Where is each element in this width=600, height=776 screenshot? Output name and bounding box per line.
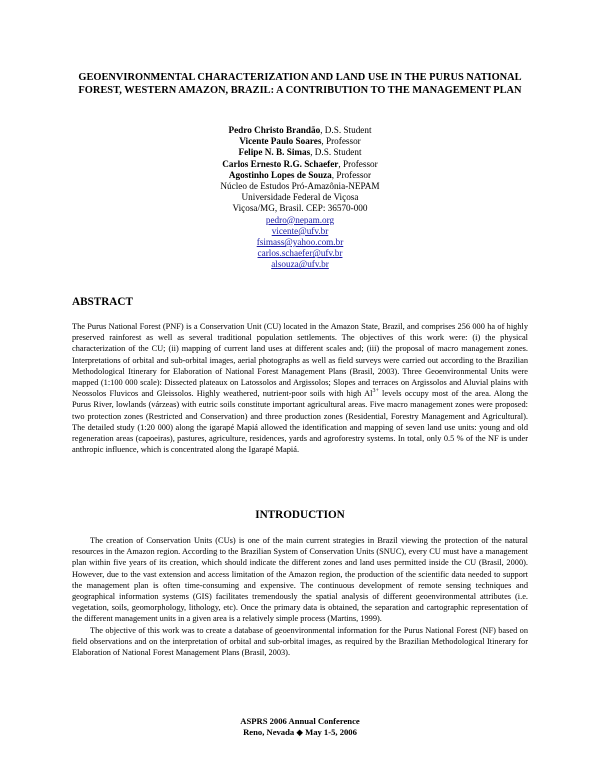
author-name: Pedro Christo Brandão <box>228 125 321 135</box>
affiliation-line: Viçosa/MG, Brasil. CEP: 36570-000 <box>232 203 368 214</box>
author-name: Vicente Paulo Soares <box>239 136 322 147</box>
author-line <box>100 159 500 170</box>
author-role: , D.S. Student <box>310 147 362 158</box>
abstract-text <box>72 321 528 455</box>
abstract-text-part: levels occupy most of the area. Along the Purus River, lowlands (várzeas) with eutric soils constitute important agricultural areas. Five macro management zones were proposed: two protection zones (Restricted and Conservation) and three production zones (Residential, Forestry Management and Agricultural). The detailed study (1:20 000) along the igarapé Mapiá allowed the identification and mapping of seven land use units: young and old regeneration areas (capoeiras), pastures, agriculture, residences, yards and agroforestry systems. In total, only 0.5 % of the NF is under anthropic influence, which is concentrated along the Igarapé Mapiá. <box>72 389 528 455</box>
paper-title: GEOENVIRONMENTAL CHARACTERIZATION AND LAND USE IN THE PURUS NATIONAL FOREST, WESTERN AMAZON, BRAZIL: A CONTRIBUTION TO THE MANAGEMENT PLAN <box>78 72 522 96</box>
email-link[interactable]: pedro@nepam.org <box>265 214 335 225</box>
author-name: Felipe N. B. Simas <box>238 147 311 158</box>
email-link[interactable]: alsouza@ufv.br <box>271 259 329 270</box>
introduction-paragraph: The creation of Conservation Units (CUs) is one of the main current strategies in Brazil viewing the protection of the natural resources in the Amazon region. According to the Brazilian System of Conservation Units (SNUC), every CU must have a management plan within five years of its creation, which should indicate the different zones and land uses permitted inside the CU (Brasil, 2000). However, due to the vast extension and access limitation of the Amazon region, the production of the scientific data needed to support the management plan is often time-consuming and expensive. The continuous development of remote sensing techniques and geographical information systems (GIS) facilitates tremendously the spatial analysis of different geoenvironmental attributes (i.e. vegetation, soils, geomorphology, lithology, etc). Once the primary data is obtained, the separation and cartographic representation of the different management units in a given area is a relatively simple process (Martins, 1999). <box>72 536 528 624</box>
author-line <box>100 136 500 147</box>
email-link[interactable]: vicente@ufv.br <box>271 225 329 236</box>
author-role: , D.S. Student <box>320 125 372 135</box>
author-role: , Professor <box>338 158 378 169</box>
author-line <box>100 170 500 181</box>
author-name: Agostinho Lopes de Souza <box>228 169 332 180</box>
introduction-body <box>72 535 528 658</box>
author-role: , Professor <box>321 136 361 147</box>
email-link[interactable]: fsimass@yahoo.com.br <box>256 237 344 248</box>
affiliation-line: Núcleo de Estudos Pró-Amazônia-NEPAM <box>220 181 380 192</box>
abstract-text-part: The Purus National Forest (PNF) is a Conservation Unit (CU) located in the Amazon State, Brazil, and comprises 256 000 ha of highly preserved rainforest as well as several traditional population settlements. The objectives of this work were: (i) the physical characterization of the CU; (ii) mapping of current land uses at different scales and; (iii) the proposal of macro management zones. Interpretations of orbital and sub-orbital images, aerial photographs as well as field surveys were carried out according to the Brazilian Methodological Itinerary for Elaboration of National Forest Management Plans (Brasil, 2003). Three Geoenvironmental Units were mapped (1:100 000 scale): Dissected plateaux on Latossolos and Argissolos; Slopes and terraces on Argissolos and Aluvial plains with Neossolos Fluvicos and Gleissolos. Highly weathered, nutrient-poor soils with high Al <box>72 322 528 399</box>
conference-name: ASPRS 2006 Annual Conference <box>240 716 360 726</box>
introduction-paragraph: The objective of this work was to create a database of geoenvironmental information for the Purus National Forest (NF) based on field observations and on the interpretation of orbital and sub-orbital images, as required by the Brazilian Methodological Itinerary for Elaboration of National Forest Management Plans (Brasil, 2003). <box>72 625 528 658</box>
author-block <box>100 125 500 271</box>
author-line <box>100 147 500 158</box>
page-footer <box>150 716 450 738</box>
superscript: 3+ <box>372 388 379 395</box>
affiliation-line: Universidade Federal de Viçosa <box>241 192 359 203</box>
email-link[interactable]: carlos.schaefer@ufv.br <box>257 248 343 259</box>
author-role: , Professor <box>331 169 372 180</box>
author-name: Carlos Ernesto R.G. Schaefer <box>222 158 339 169</box>
introduction-heading: INTRODUCTION <box>255 509 345 521</box>
abstract-heading: ABSTRACT <box>72 296 133 308</box>
author-line <box>100 125 500 136</box>
conference-location: Reno, Nevada ◆ May 1-5, 2006 <box>243 727 357 737</box>
